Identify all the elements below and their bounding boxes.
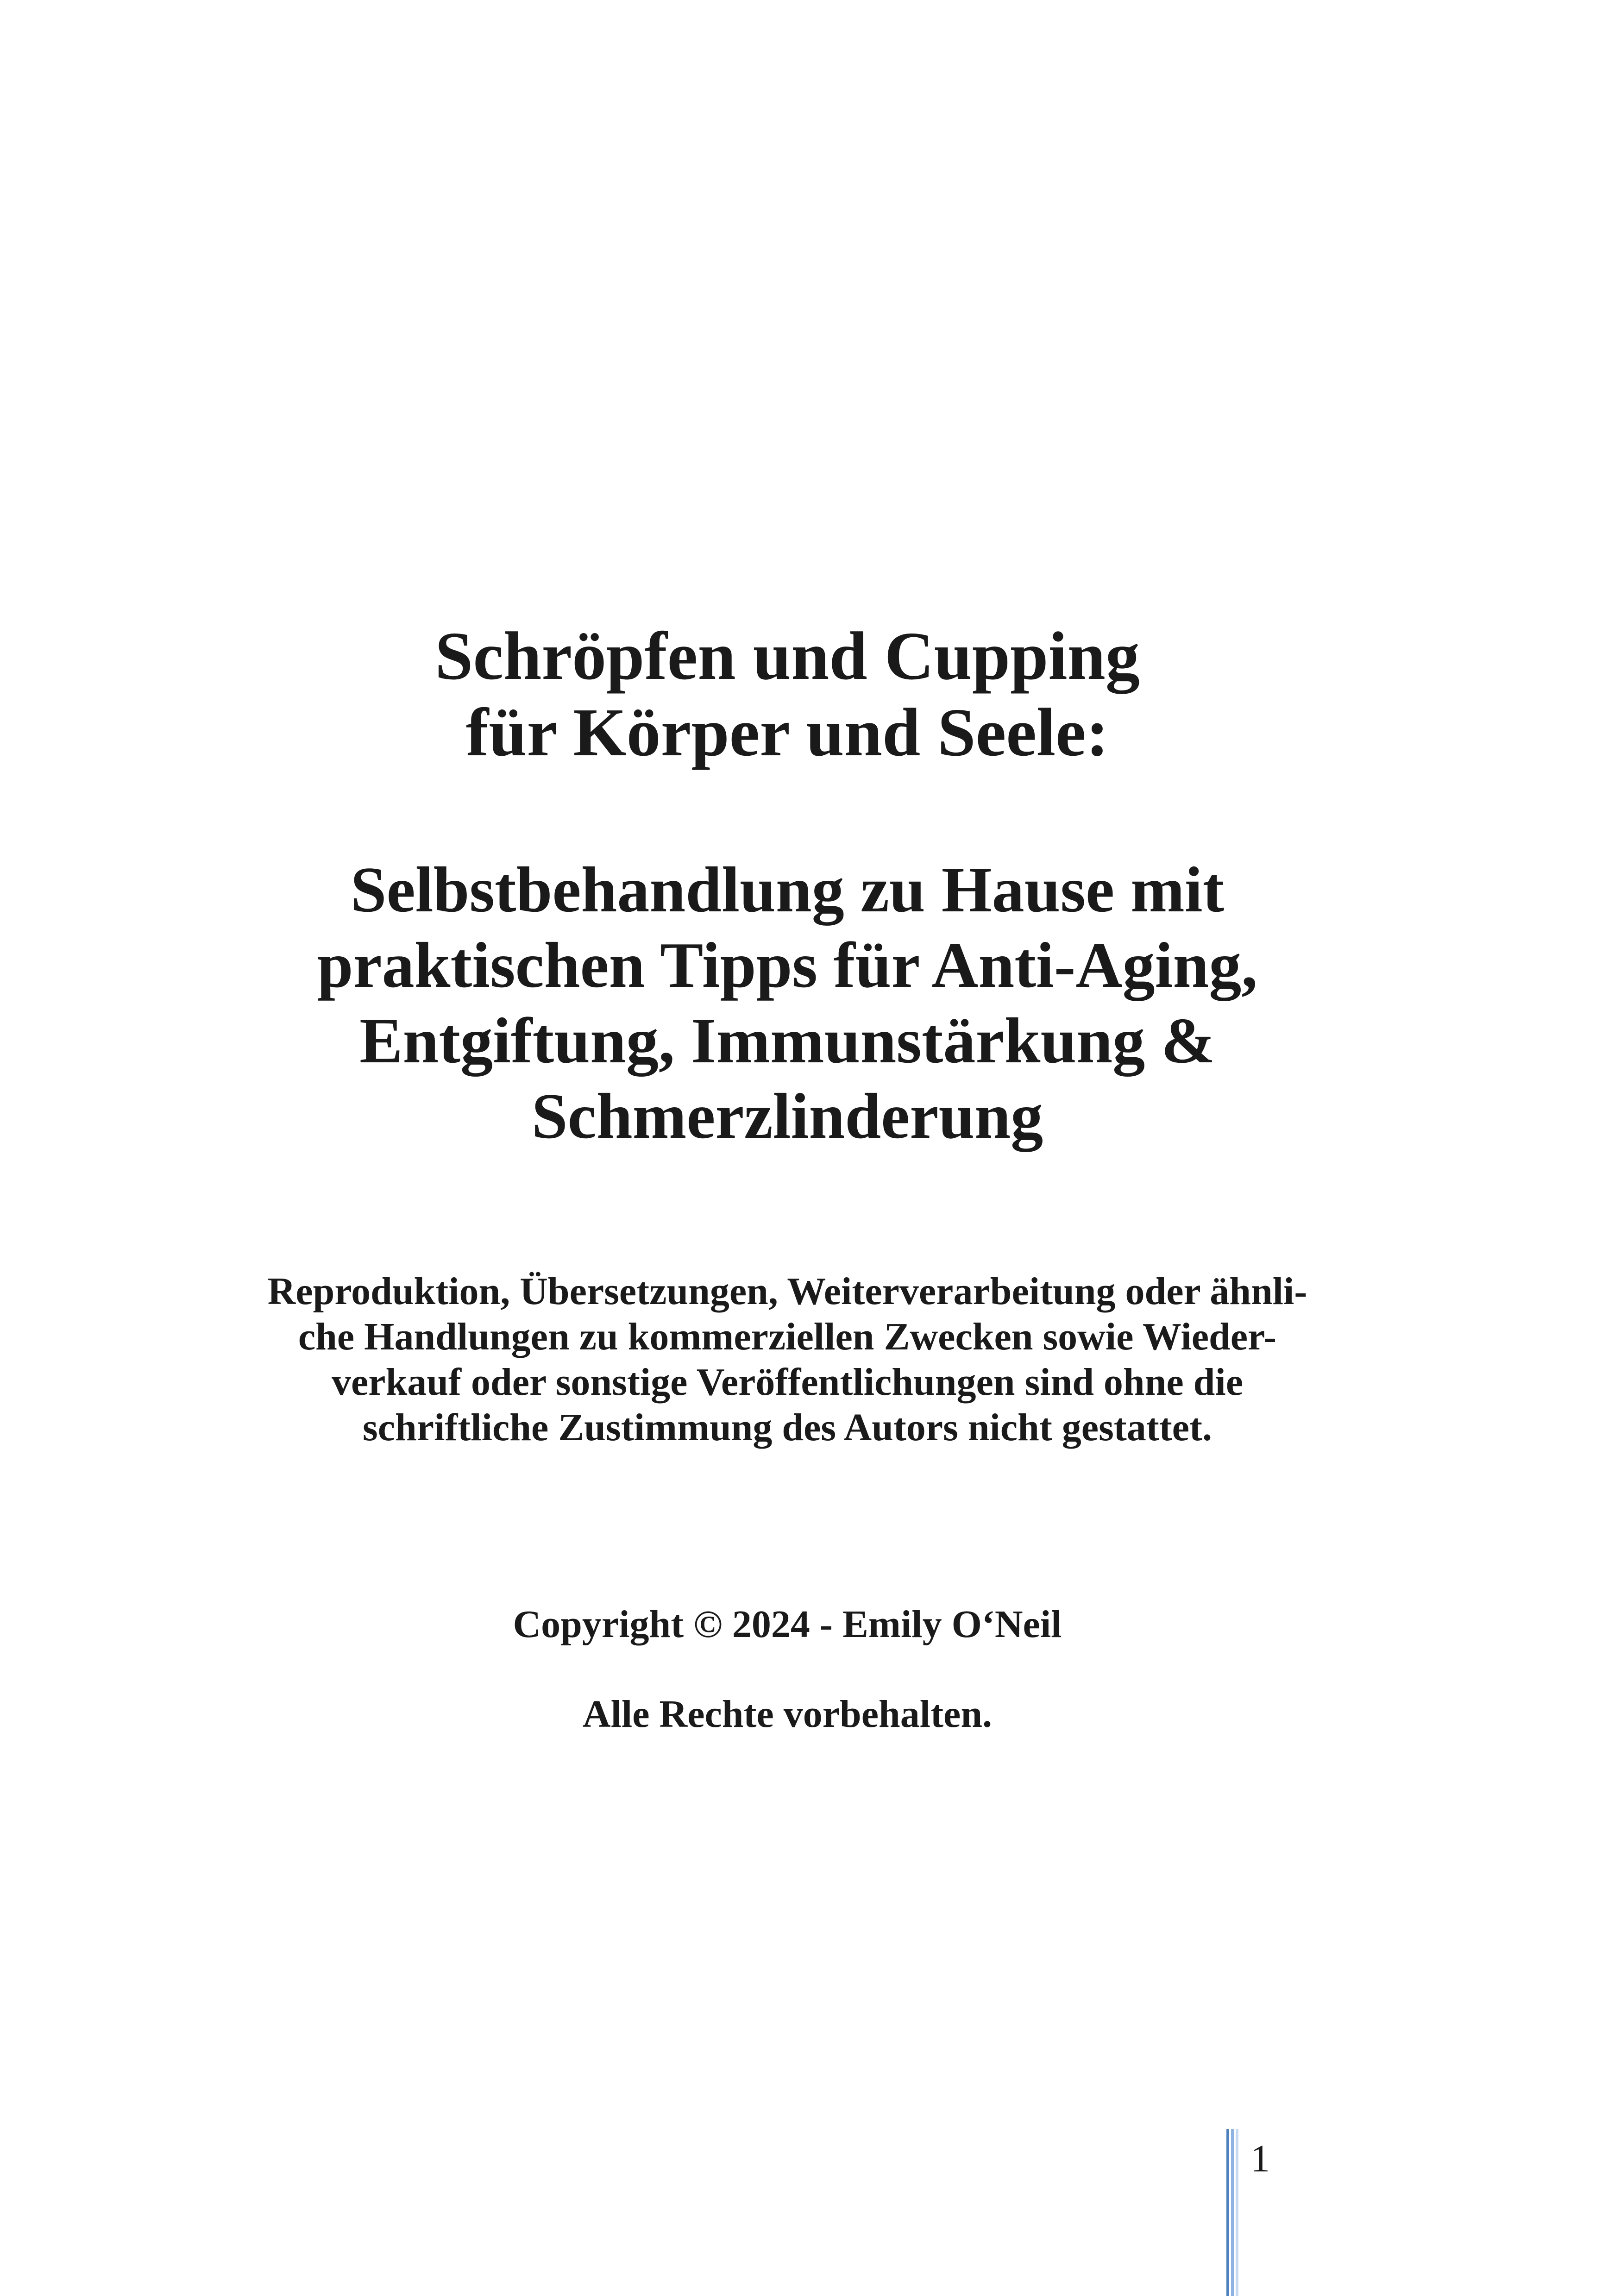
marker-bar (1226, 2129, 1229, 2296)
book-subtitle-line: Selbstbehandlung zu Hause mit (350, 854, 1225, 926)
book-title (185, 618, 1389, 771)
book-subtitle-line: Entgiftung, Immunstärkung & (359, 1005, 1215, 1077)
book-subtitle-line: praktischen Tipps für Anti-Aging, (317, 929, 1258, 1001)
book-subtitle-line: Schmerzlinderung (531, 1080, 1043, 1152)
book-subtitle (162, 852, 1413, 1154)
page-number: 1 (1250, 2137, 1270, 2180)
marker-bar (1231, 2129, 1234, 2296)
book-title-line: Schröpfen und Cupping (435, 618, 1140, 694)
copyright-notice-line: schriftliche Zustimmung des Autors nicht gestattet. (363, 1406, 1212, 1449)
page-number-marker (1226, 2129, 1238, 2296)
rights-reserved: Alle Rechte vorbehalten. (582, 1693, 993, 1736)
book-title-line: für Körper und Seele: (465, 695, 1109, 771)
copyright-line: Copyright © 2024 - Emily O‘Neil (513, 1603, 1062, 1646)
copyright-notice-line: Reproduktion, Übersetzungen, Weiterverarbeitung oder ähnli- (267, 1270, 1307, 1313)
copyright-notice (162, 1269, 1413, 1450)
marker-bar (1236, 2129, 1238, 2296)
copyright-notice-line: verkauf oder sonstige Veröffentlichungen sind ohne die (332, 1361, 1243, 1404)
copyright-notice-line: che Handlungen zu kommerziellen Zwecken sowie Wieder- (298, 1315, 1277, 1358)
